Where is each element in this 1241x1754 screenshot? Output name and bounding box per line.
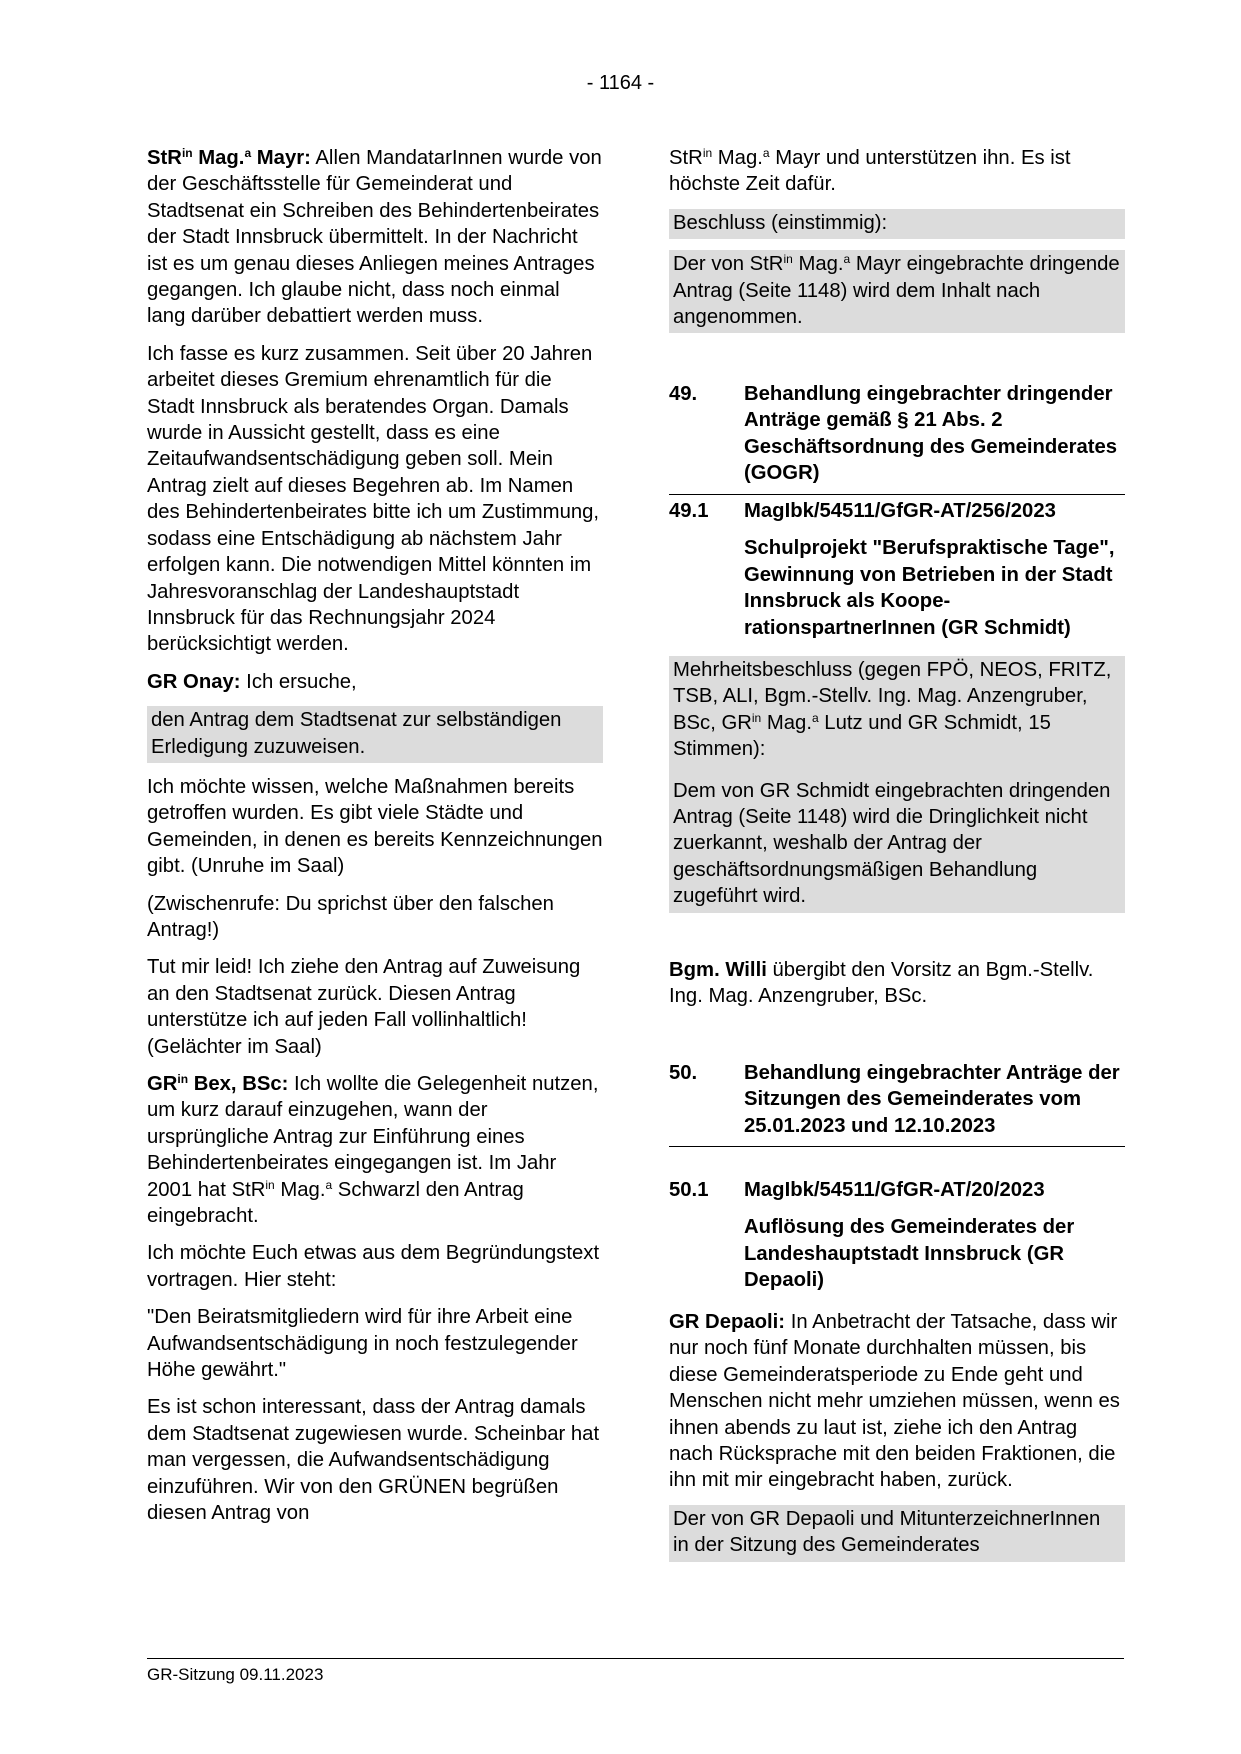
speaker-name: $GR^{in}$ Bex, BSc: xyxy=(147,1072,289,1095)
resolution-text: Dem von GR Schmidt eingebrachten dringenden Antrag (Seite 1148) wird die Dringlichkeit nicht zuerkannt, weshalb der Antrag der geschäftsordnungsmäßigen Behandlung zugeführt wird. xyxy=(669,766,1125,913)
footer-session-date: GR-Sitzung 09.11.2023 xyxy=(147,1665,324,1684)
resolution-text: Der von GR Depaoli und MitunterzeichnerInnen in der Sitzung des Gemeinderates xyxy=(669,1505,1125,1562)
section-title: Schulprojekt "Berufspraktische Tage", Gewinnung von Betrieben in der Stadt Innsbruck als KooperationspartnerInnen (GR Schmidt) xyxy=(744,537,1115,639)
section-50-1-heading xyxy=(669,1177,1125,1294)
paragraph-interjection: (Zwischenrufe: Du sprichst über den falschen Antrag!) xyxy=(147,892,554,941)
speaker-name: Bgm. Willi xyxy=(669,959,767,981)
section-number: 49.1 xyxy=(669,500,709,522)
section-number: 50. xyxy=(669,1062,698,1084)
paragraph-depaoli: GR Depaoli: In Anbetracht der Tatsache, dass wir nur noch fünf Monate durchhalten müssen, bis diese Gemeinderatsperiode zu Ende geht und Menschen nicht mehr umziehen müssen, wenn es ihnen abends zu laut ist, ziehe ich den Antrag nach Rücksprache mit den beiden Fraktionen, die ihn mit mir eingebracht haben, zurück. xyxy=(669,1311,1120,1492)
section-49-1-body xyxy=(669,656,1125,924)
resolution-text: Der von StR$^{in}$ Mag.$^a$ Mayr eingebrachte dringende Antrag (Seite 1148) wird dem Inhalt nach angenommen. xyxy=(669,250,1125,333)
paragraph-withdrawal: Tut mir leid! Ich ziehe den Antrag auf Zuweisung an den Stadtsenat zurück. Diesen Antrag unterstütze ich auf jeden Fall vollinhaltlich! (Gelächter im Saal) xyxy=(147,956,581,1058)
paragraph-mayr-statement: StR$^{in}$ Mag.$^a$ Mayr: Allen MandatarInnen wurde von der Geschäftsstelle für Gemeinderat und Stadtsenat ein Schreiben des Behindertenbeirates der Stadt Innsbruck übermittelt. In der Nachricht ist es um genau dieses Anliegen meines Antrages gegangen. Ich glaube nicht, dass noch einmal lang darüber debattiert werden muss. xyxy=(147,146,602,328)
paragraph-support: StR$^{in}$ Mag.$^a$ Mayr und unterstützen ihn. Es ist höchste Zeit dafür. xyxy=(669,146,1071,196)
section-title: Behandlung eingebrachter Anträge der Sitzungen des Gemeinderates vom 25.01.2023 und 12.10.2023 xyxy=(744,1062,1120,1137)
paragraph-onay: GR Onay: Ich ersuche, xyxy=(147,670,357,693)
section-50-1-body xyxy=(669,1309,1125,1573)
paragraph-measures: Ich möchte wissen, welche Maßnahmen bereits getroffen wurden. Es gibt viele Städte und Gemeinden, in denen es bereits Kennzeichnungen gibt. (Unruhe im Saal) xyxy=(147,775,603,878)
paragraph-chair-handover: Bgm. Willi übergibt den Vorsitz an Bgm.-Stellv. Ing. Mag. Anzengruber, BSc. xyxy=(669,959,1094,1008)
left-column xyxy=(147,145,603,1538)
paragraph-reasoning: Ich möchte Euch etwas aus dem Begründungstext vortragen. Hier steht: xyxy=(147,1242,600,1291)
footer-divider xyxy=(147,1658,1124,1659)
section-50-heading xyxy=(669,1060,1125,1147)
speaker-name: StR$^{in}$ Mag.$^a$ Mayr: xyxy=(147,146,311,169)
section-49-heading xyxy=(669,381,1125,495)
resolution-label: Beschluss (einstimmig): xyxy=(669,209,1125,239)
majority-resolution: Mehrheitsbeschluss (gegen FPÖ, NEOS, FRITZ, TSB, ALI, Bgm.-Stellv. Ing. Mag. Anzengruber, BSc, $GR^{in}$ Mag.$^a$ Lutz und GR Schmidt, 15 Stimmen): xyxy=(669,656,1125,766)
speaker-name: GR Depaoli: xyxy=(669,1311,786,1333)
quotation: "Den Beiratsmitgliedern wird für ihre Arbeit eine Aufwandsentschädigung in noch festzulegender Höhe gewährt." xyxy=(147,1306,578,1382)
section-49-1-heading xyxy=(669,498,1125,641)
section-reference: MagIbk/54511/GfGR-AT/256/2023 xyxy=(744,500,1056,522)
section-number: 49. xyxy=(669,383,698,405)
right-column xyxy=(669,145,1125,1557)
paragraph-bex: $GR^{in}$ Bex, BSc: Ich wollte die Gelegenheit nutzen, um kurz darauf einzugehen, wann der ursprüngliche Antrag zur Einführung eines Behindertenbeirates eingegangen ist. Im Jahr 2001 hat StR$^{in}$ Mag.$^a$ Schwarzl den Antrag eingebracht. xyxy=(147,1072,599,1228)
highlighted-motion: den Antrag dem Stadtsenat zur selbständigen Erledigung zuzuweisen. xyxy=(147,706,603,763)
paragraph-summary: Ich fasse es kurz zusammen. Seit über 20 Jahren arbeitet dieses Gremium ehrenamtlich für die Stadt Innsbruck als beratendes Organ. Damals wurde in Aussicht gestellt, dass es eine Zeitaufwandsentschädigung geben soll. Mein Antrag zielt auf dieses Begehren ab. Im Namen des Behindertenbeirates bitte ich um Zustimmung, sodass eine Entschädigung ab nächstem Jahr erfolgen kann. Die notwendigen Mittel könnten im Jahresvoranschlag der Landeshauptstadt Innsbruck für das Rechnungsjahr 2024 berücksichtigt werden. xyxy=(147,342,600,656)
section-reference: MagIbk/54511/GfGR-AT/20/2023 xyxy=(744,1179,1045,1201)
section-title: Behandlung eingebrachter dringender Anträge gemäß § 21 Abs. 2 Geschäftsordnung des Gemeinderates (GOGR) xyxy=(744,383,1118,485)
section-number: 50.1 xyxy=(669,1179,709,1201)
paragraph-interesting: Es ist schon interessant, dass der Antrag damals dem Stadtsenat zugewiesen wurde. Scheinbar hat man vergessen, die Aufwandsentschädigung einzuführen. Wir von den GRÜNEN begrüßen diesen Antrag von xyxy=(147,1396,600,1525)
page-number: - 1164 - xyxy=(586,72,655,94)
speaker-name: GR Onay: xyxy=(147,670,241,693)
section-title: Auflösung des Gemeinderates der Landeshauptstadt Innsbruck (GR Depaoli) xyxy=(744,1216,1075,1292)
